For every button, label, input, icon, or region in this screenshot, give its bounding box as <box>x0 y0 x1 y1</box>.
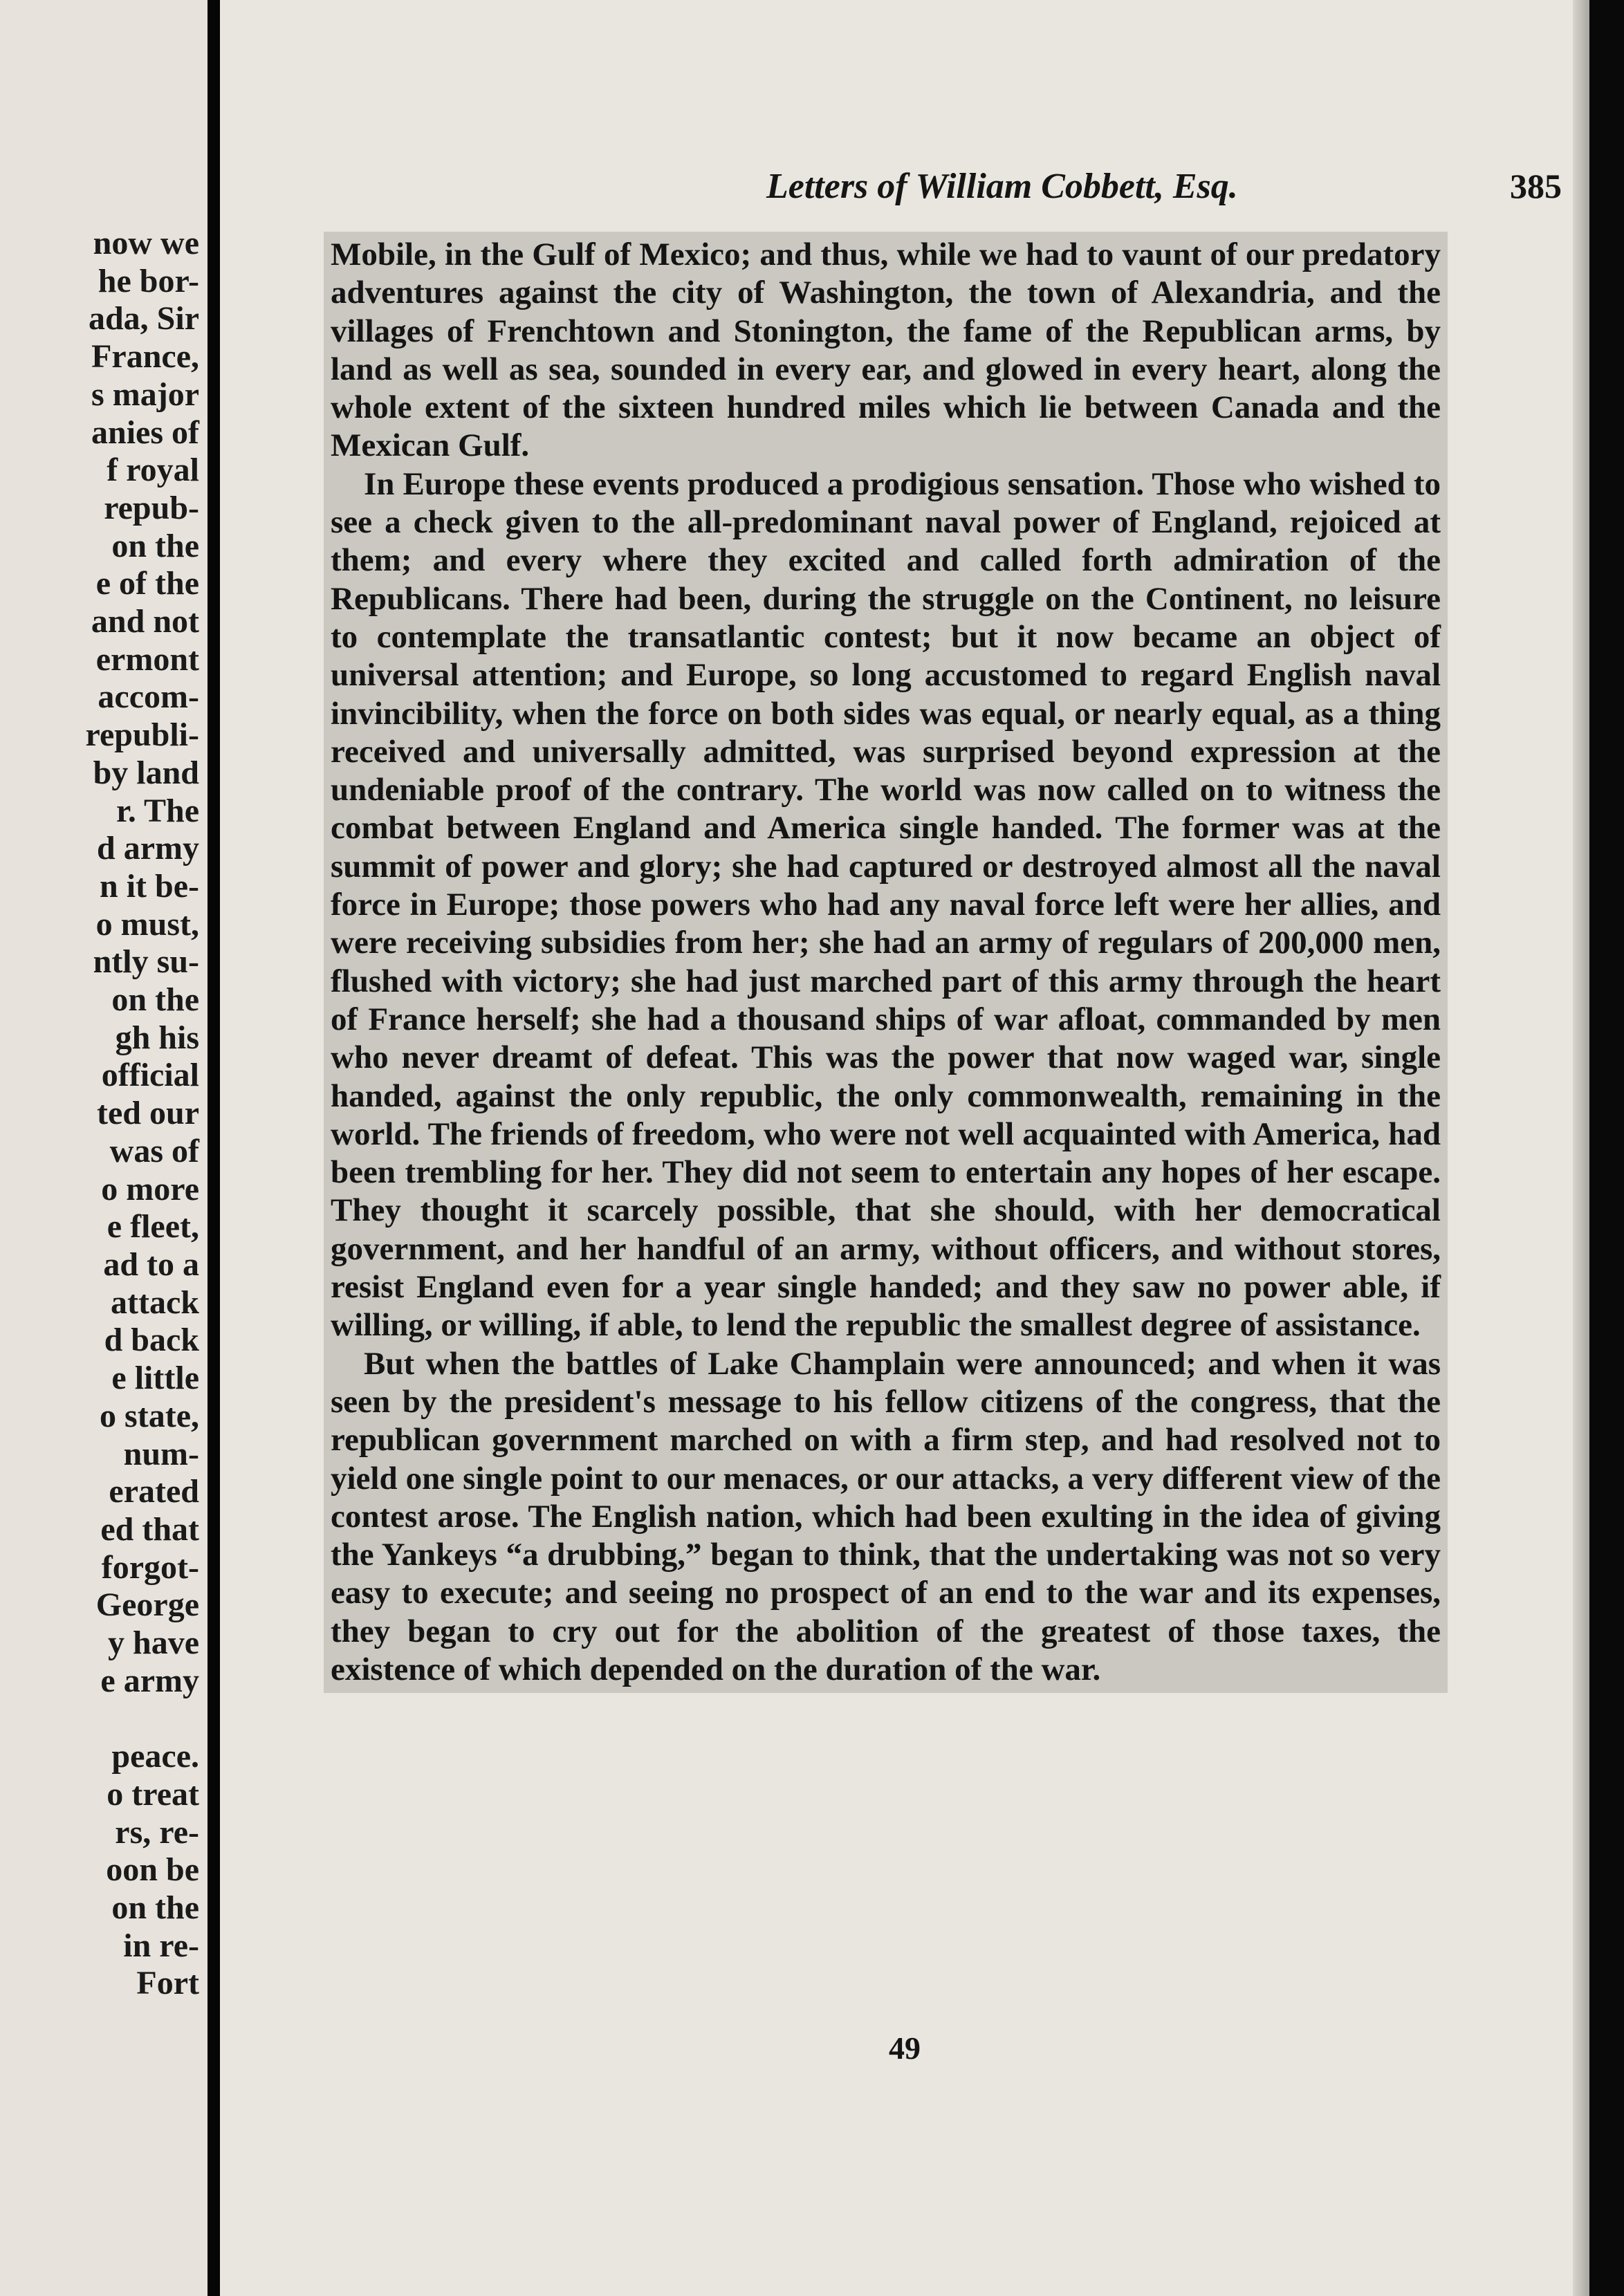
facing-page-line: ad to a <box>103 1246 199 1283</box>
facing-page-line: repub- <box>104 489 199 526</box>
scan-border <box>1589 0 1624 2296</box>
facing-page-line: r. The <box>116 792 199 829</box>
facing-page-line: George <box>95 1586 199 1624</box>
facing-page-line: y have <box>108 1624 199 1662</box>
gutter-shadow <box>207 0 220 2296</box>
facing-page-line: f royal <box>107 452 199 489</box>
facing-page-line: n it be- <box>100 867 199 905</box>
facing-page-line: d back <box>104 1322 199 1359</box>
facing-page-line: was of <box>109 1132 199 1169</box>
facing-page-line: official <box>101 1057 199 1094</box>
facing-page-line: ermont <box>95 640 199 678</box>
page-header <box>566 166 1562 214</box>
facing-page-line: ntly su- <box>93 943 199 981</box>
facing-page-line: France, <box>91 338 199 376</box>
facing-page-text <box>86 225 199 2003</box>
facing-page-line: s major <box>91 376 199 413</box>
facing-page-line: he bor- <box>98 262 199 299</box>
facing-page-line: on the <box>111 1889 199 1926</box>
facing-page-line: erated <box>109 1473 199 1510</box>
facing-page-line: now we <box>93 225 199 261</box>
facing-page-line: accom- <box>98 678 199 716</box>
facing-page-line: oon be <box>106 1851 199 1889</box>
facing-page-line: Fort <box>136 1965 199 2002</box>
facing-page-line: ada, Sir <box>88 300 199 337</box>
signature-mark: 49 <box>889 2030 921 2066</box>
facing-page-line: ed that <box>100 1510 199 1548</box>
facing-page-line: d army <box>97 830 199 867</box>
facing-page-line: e fleet, <box>107 1208 199 1246</box>
facing-page-line: e army <box>100 1662 199 1699</box>
facing-page-line: o state, <box>100 1397 199 1434</box>
facing-page-line: num- <box>123 1435 199 1472</box>
paragraph-2: In Europe these events produced a prodigious sensation. Those who wished to see a check given to the all-predominant naval power of England, rejoiced at them; and every where they excited and called forth admiration of the Republicans. There had been, during the struggle on the Continent, no leisure to contemplate the transatlantic contest; but it now became an object of universal attention; and Europe, so long accustomed to regard English naval invincibility, when the force on both sides was equal, or nearly equal, as a thing received and universally admitted, was surprised beyond expression at the undeniable proof of the contrary. The world was now called on to witness the combat between England and America single handed. The former was at the summit of power and glory; she had captured or destroyed almost all the naval force in Europe; those powers who had any naval force left were her allies, and were receiving subsidies from her; she had an army of regulars of 200,000 men, flushed with victory; she had just marched part of this army through the heart of France herself; she had a thousand ships of war afloat, commanded by men who never dreamt of defeat. This was the power that now waged war, single handed, against the only republic, the only commonwealth, remaining in the world. The friends of freedom, who were not well acquainted with America, had been trembling for her. They did not seem to entertain any hopes of her escape. They thought it scarcely possible, that she should, with her democratical government, and her handful of an army, without officers, and without stores, resist England even for a year single handed; and they saw no power able, if willing, or willing, if able, to lend the republic the smallest degree of assistance. <box>331 465 1441 1344</box>
facing-page-line: on the <box>111 527 199 564</box>
facing-page-line <box>86 1700 199 1738</box>
facing-page-line: o more <box>101 1170 199 1207</box>
facing-page-line: o must, <box>95 905 199 943</box>
facing-page-line: republi- <box>85 716 199 754</box>
facing-page-line: e of the <box>95 565 199 602</box>
facing-page-line: by land <box>93 754 199 791</box>
facing-page-line: anies of <box>91 414 199 451</box>
paragraph-1: Mobile, in the Gulf of Mexico; and thus, while we had to vaunt of our predatory adventures against the city of Washington, the town of Alexandria, and the villages of Frenchtown and Stonington, the fame of the Republican arms, by land as well as sea, sounded in every ear, and glowed in every heart, along the whole extent of the sixteen hundred miles which lie between Canada and the Mexican Gulf. <box>331 237 1441 464</box>
facing-page-line: attack <box>111 1284 199 1321</box>
facing-page-line: and not <box>91 603 199 640</box>
facing-page-fragment <box>0 0 207 2296</box>
facing-page-line: on the <box>111 981 199 1019</box>
page-number: 385 <box>1510 167 1562 205</box>
facing-page-line: rs, re- <box>115 1813 199 1851</box>
page-edge-shadow <box>1573 0 1589 2296</box>
facing-page-line: gh his <box>115 1019 199 1056</box>
running-head: Letters of William Cobbett, Esq. <box>766 167 1238 206</box>
book-page <box>220 0 1589 2296</box>
facing-page-line: e little <box>111 1360 199 1397</box>
facing-page-line: ted our <box>97 1095 199 1132</box>
paragraph-3: But when the battles of Lake Champlain were announced; and when it was seen by the president's message to his fellow citizens of the congress, that the republican government marched on with a firm step, and had resolved not to yield one single point to our menaces, or our attacks, a very different view of the contest arose. The English nation, which had been exulting in the idea of giving the Yankeys “a drubbing,” began to think, that the undertaking was not so very easy to execute; and seeing no prospect of an end to the war and its expenses, they began to cry out for the abolition of the greatest of those taxes, the existence of which depended on the duration of the war. <box>331 1345 1441 1687</box>
body-text <box>324 232 1448 1693</box>
facing-page-line: peace. <box>111 1738 199 1775</box>
facing-page-line: forgot- <box>101 1548 199 1586</box>
facing-page-line: o treat <box>107 1775 199 1813</box>
facing-page-line: in re- <box>123 1927 199 1964</box>
